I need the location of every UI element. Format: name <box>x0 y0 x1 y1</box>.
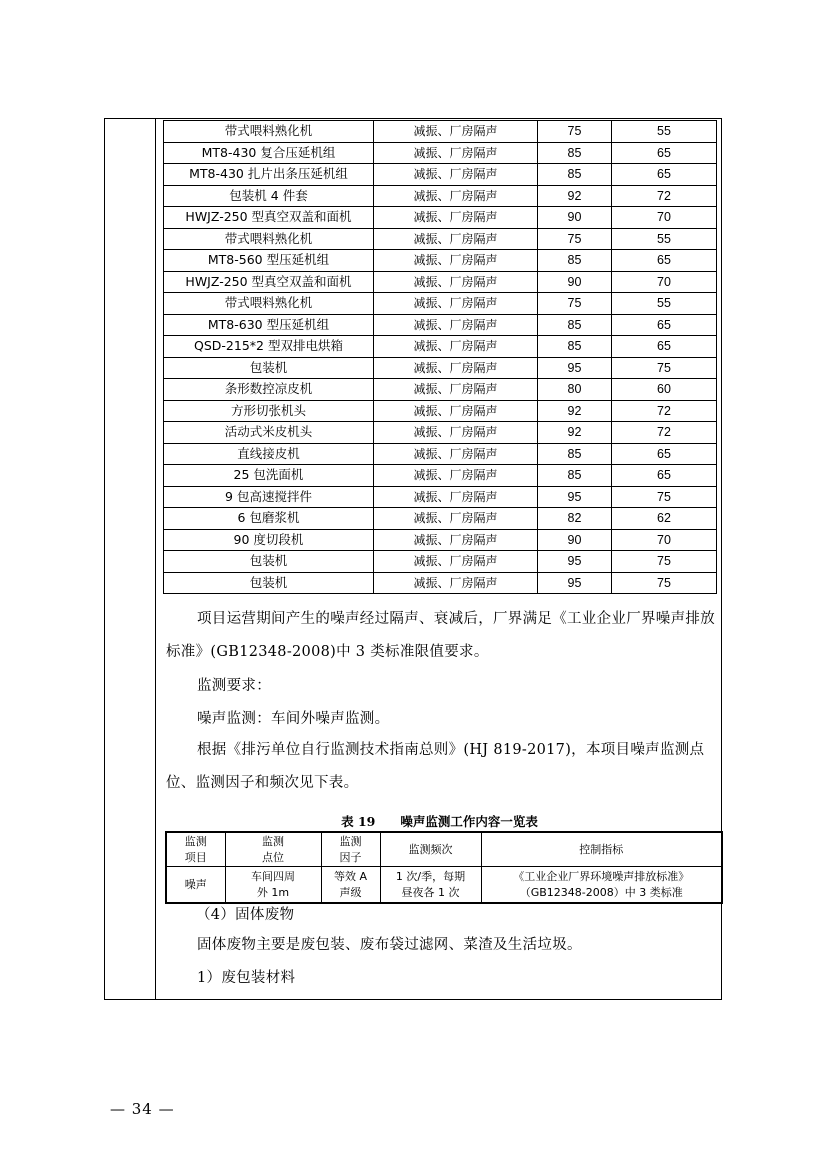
equipment-name-cell: 带式喂料熟化机 <box>164 293 374 315</box>
noise-monitoring-table <box>165 831 723 904</box>
table-row <box>164 142 717 164</box>
equipment-name-cell: 直线接皮机 <box>164 443 374 465</box>
solid-waste-heading: （4）固体废物 <box>196 907 295 923</box>
source-level-cell: 85 <box>538 142 612 164</box>
noise-measure-cell: 减振、厂房隔声 <box>374 379 538 401</box>
monitor-table-row <box>166 867 722 904</box>
equipment-noise-table <box>163 120 717 594</box>
equipment-name-cell: HWJZ-250 型真空双盖和面机 <box>164 207 374 229</box>
source-level-cell: 95 <box>538 551 612 573</box>
reduced-level-cell: 65 <box>612 164 717 186</box>
noise-measure-cell: 减振、厂房隔声 <box>374 529 538 551</box>
noise-measure-cell: 减振、厂房隔声 <box>374 228 538 250</box>
source-level-cell: 95 <box>538 486 612 508</box>
noise-measure-cell: 减振、厂房隔声 <box>374 486 538 508</box>
reduced-level-cell: 60 <box>612 379 717 401</box>
reduced-level-cell: 65 <box>612 314 717 336</box>
reduced-level-cell: 55 <box>612 228 717 250</box>
monitor-cell: 《工业企业厂界环境噪声排放标准》 （GB12348-2008）中 3 类标准 <box>481 867 722 904</box>
table-row <box>164 314 717 336</box>
source-level-cell: 95 <box>538 572 612 594</box>
reduced-level-cell: 70 <box>612 529 717 551</box>
equipment-name-cell: 条形数控凉皮机 <box>164 379 374 401</box>
noise-measure-cell: 减振、厂房隔声 <box>374 357 538 379</box>
equipment-name-cell: 活动式米皮机头 <box>164 422 374 444</box>
monitoring-requirements-label: 监测要求： <box>197 678 271 694</box>
equipment-name-cell: MT8-630 型压延机组 <box>164 314 374 336</box>
reduced-level-cell: 65 <box>612 336 717 358</box>
equipment-name-cell: MT8-560 型压延机组 <box>164 250 374 272</box>
equipment-name-cell: MT8-430 复合压延机组 <box>164 142 374 164</box>
source-level-cell: 85 <box>538 443 612 465</box>
equipment-name-cell: 包装机 4 件套 <box>164 185 374 207</box>
table-row <box>164 357 717 379</box>
noise-measure-cell: 减振、厂房隔声 <box>374 207 538 229</box>
monitor-table-title: 表 19 噪声监测工作内容一览表 <box>341 814 538 829</box>
source-level-cell: 75 <box>538 293 612 315</box>
reduced-level-cell: 65 <box>612 142 717 164</box>
monitor-cell: 1 次/季，每期 昼夜各 1 次 <box>380 867 481 904</box>
equipment-name-cell: 25 包洗面机 <box>164 465 374 487</box>
noise-measure-cell: 减振、厂房隔声 <box>374 271 538 293</box>
table-row <box>164 250 717 272</box>
source-level-cell: 92 <box>538 400 612 422</box>
equipment-name-cell: QSD-215*2 型双排电烘箱 <box>164 336 374 358</box>
table-row <box>164 336 717 358</box>
noise-measure-cell: 减振、厂房隔声 <box>374 314 538 336</box>
reduced-level-cell: 75 <box>612 357 717 379</box>
source-level-cell: 85 <box>538 465 612 487</box>
reduced-level-cell: 65 <box>612 443 717 465</box>
source-level-cell: 92 <box>538 185 612 207</box>
noise-measure-cell: 减振、厂房隔声 <box>374 508 538 530</box>
noise-measure-cell: 减振、厂房隔声 <box>374 121 538 143</box>
reduced-level-cell: 55 <box>612 293 717 315</box>
source-level-cell: 85 <box>538 250 612 272</box>
source-level-cell: 92 <box>538 422 612 444</box>
reduced-level-cell: 72 <box>612 185 717 207</box>
monitor-header-cell: 控制指标 <box>481 832 722 867</box>
table-row <box>164 486 717 508</box>
page-number: — 34 — <box>110 1100 175 1118</box>
reduced-level-cell: 65 <box>612 250 717 272</box>
monitor-header-cell: 监测 因子 <box>321 832 380 867</box>
monitoring-guideline-paragraph: 根据《排污单位自行监测技术指南总则》(HJ 819-2017)，本项目噪声监测点位、监测因子和频次见下表。 <box>166 742 705 791</box>
noise-measure-cell: 减振、厂房隔声 <box>374 422 538 444</box>
equipment-name-cell: 6 包磨浆机 <box>164 508 374 530</box>
monitor-header-cell: 监测 项目 <box>166 832 225 867</box>
reduced-level-cell: 65 <box>612 465 717 487</box>
table-row <box>164 508 717 530</box>
source-level-cell: 75 <box>538 121 612 143</box>
equipment-name-cell: 带式喂料熟化机 <box>164 228 374 250</box>
table-row <box>164 572 717 594</box>
equipment-name-cell: MT8-430 扎片出条压延机组 <box>164 164 374 186</box>
table-row <box>164 228 717 250</box>
equipment-name-cell: 方形切张机头 <box>164 400 374 422</box>
noise-monitoring-paragraph: 噪声监测：车间外噪声监测。 <box>197 711 390 727</box>
table-row <box>164 185 717 207</box>
source-level-cell: 90 <box>538 271 612 293</box>
noise-measure-cell: 减振、厂房隔声 <box>374 465 538 487</box>
noise-measure-cell: 减振、厂房隔声 <box>374 336 538 358</box>
noise-measure-cell: 减振、厂房隔声 <box>374 185 538 207</box>
source-level-cell: 80 <box>538 379 612 401</box>
table-row <box>164 422 717 444</box>
table-row <box>164 164 717 186</box>
noise-measure-cell: 减振、厂房隔声 <box>374 400 538 422</box>
noise-measure-cell: 减振、厂房隔声 <box>374 551 538 573</box>
equipment-name-cell: 包装机 <box>164 357 374 379</box>
source-level-cell: 90 <box>538 529 612 551</box>
table-row <box>164 121 717 143</box>
monitor-header-cell: 监测频次 <box>380 832 481 867</box>
reduced-level-cell: 75 <box>612 486 717 508</box>
noise-measure-cell: 减振、厂房隔声 <box>374 164 538 186</box>
table-row <box>164 443 717 465</box>
monitor-cell: 噪声 <box>166 867 225 904</box>
noise-measure-cell: 减振、厂房隔声 <box>374 142 538 164</box>
equipment-name-cell: HWJZ-250 型真空双盖和面机 <box>164 271 374 293</box>
equipment-name-cell: 包装机 <box>164 572 374 594</box>
reduced-level-cell: 72 <box>612 422 717 444</box>
table-row <box>164 293 717 315</box>
monitor-cell: 车间四周 外 1m <box>225 867 321 904</box>
equipment-name-cell: 包装机 <box>164 551 374 573</box>
reduced-level-cell: 75 <box>612 551 717 573</box>
solid-waste-paragraph: 固体废物主要是废包装、废布袋过滤网、菜渣及生活垃圾。 <box>197 937 582 953</box>
source-level-cell: 85 <box>538 336 612 358</box>
noise-compliance-paragraph: 项目运营期间产生的噪声经过隔声、衰减后，厂界满足《工业企业厂界噪声排放标准》(GB12348-2008)中 3 类标准限值要求。 <box>166 611 715 660</box>
noise-measure-cell: 减振、厂房隔声 <box>374 250 538 272</box>
equipment-name-cell: 带式喂料熟化机 <box>164 121 374 143</box>
reduced-level-cell: 55 <box>612 121 717 143</box>
noise-measure-cell: 减振、厂房隔声 <box>374 443 538 465</box>
noise-measure-cell: 减振、厂房隔声 <box>374 572 538 594</box>
source-level-cell: 75 <box>538 228 612 250</box>
monitor-table-header-row <box>166 832 722 867</box>
table-row <box>164 465 717 487</box>
reduced-level-cell: 75 <box>612 572 717 594</box>
table-row <box>164 529 717 551</box>
monitor-cell: 等效 A 声级 <box>321 867 380 904</box>
source-level-cell: 90 <box>538 207 612 229</box>
equipment-name-cell: 90 度切段机 <box>164 529 374 551</box>
reduced-level-cell: 70 <box>612 271 717 293</box>
reduced-level-cell: 72 <box>612 400 717 422</box>
monitor-header-cell: 监测 点位 <box>225 832 321 867</box>
table-row <box>164 379 717 401</box>
reduced-level-cell: 62 <box>612 508 717 530</box>
table-row <box>164 207 717 229</box>
equipment-name-cell: 9 包高速搅拌件 <box>164 486 374 508</box>
source-level-cell: 82 <box>538 508 612 530</box>
reduced-level-cell: 70 <box>612 207 717 229</box>
table-row <box>164 400 717 422</box>
noise-measure-cell: 减振、厂房隔声 <box>374 293 538 315</box>
table-row <box>164 551 717 573</box>
source-level-cell: 85 <box>538 164 612 186</box>
source-level-cell: 85 <box>538 314 612 336</box>
waste-packaging-heading: 1）废包装材料 <box>197 970 296 986</box>
source-level-cell: 95 <box>538 357 612 379</box>
table-row <box>164 271 717 293</box>
left-column-divider <box>155 118 156 1000</box>
